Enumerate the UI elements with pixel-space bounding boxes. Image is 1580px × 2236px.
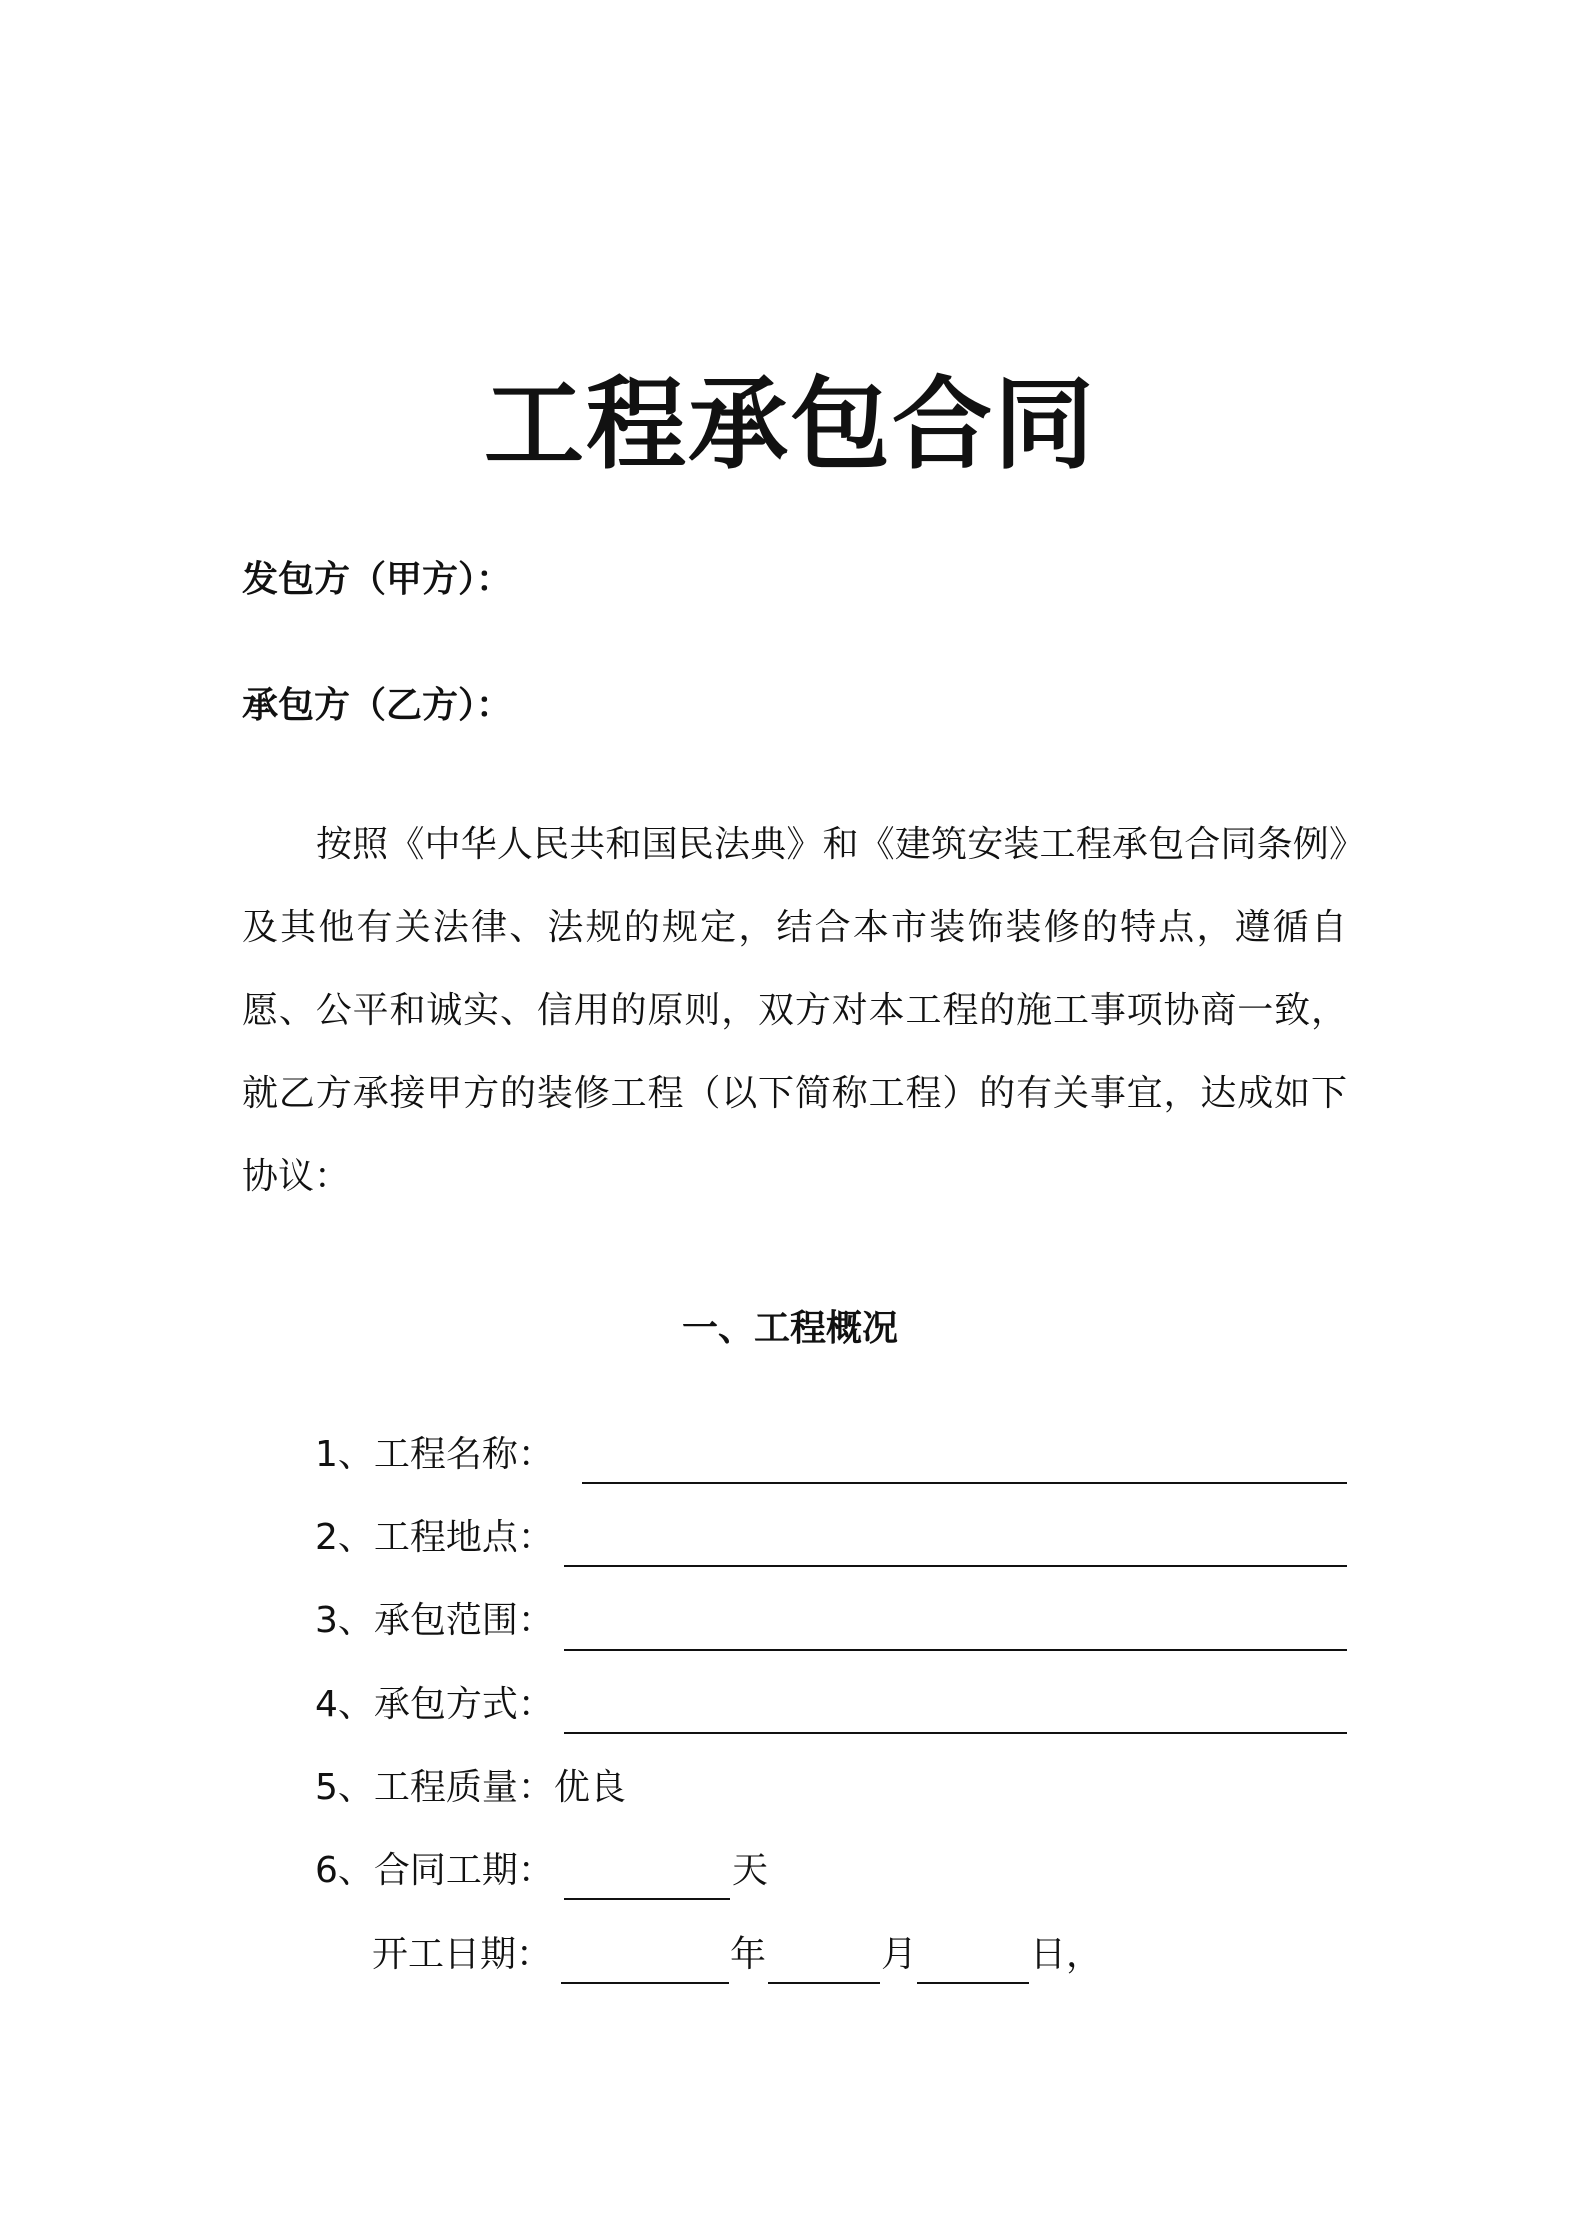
start-day-blank[interactable] [917,1982,1029,1984]
month-unit: 月 [881,1934,918,1975]
party-a-label: 发包方（甲方）： [242,559,513,600]
start-date-row [372,1931,552,1979]
item-label: 5、工程质量： [315,1767,554,1808]
item-project-name [315,1431,554,1479]
item-label: 4、承包方式： [315,1684,554,1725]
item-label: 3、承包范围： [315,1600,554,1641]
contract-duration-blank[interactable] [564,1898,730,1900]
day-unit: 日， [1030,1934,1103,1975]
duration-unit: 天 [732,1850,769,1891]
item-contract-scope [315,1597,554,1645]
item-label: 1、工程名称： [315,1434,554,1475]
item-contract-method [315,1681,554,1729]
item-contract-duration [315,1847,554,1895]
start-year-blank[interactable] [561,1982,729,1984]
section-heading-overview: 一、工程概况 [681,1308,898,1349]
year-unit: 年 [730,1934,767,1975]
item-label: 2、工程地点： [315,1517,554,1558]
start-date-label: 开工日期： [372,1934,553,1975]
document-title: 工程承包合同 [484,366,1096,483]
contract-scope-blank[interactable] [564,1649,1347,1651]
intro-paragraph: 按照《中华人民共和国民法典》和《建筑安装工程承包合同条例》及其他有关法律、法规的规定，结合本市装饰装修的特点，遵循自愿、公平和诚实、信用的原则，双方对本工程的施工事项协商一致，就乙方承接甲方的装修工程（以下简称工程）的有关事宜，达成如下协议： [242,824,1347,1197]
contract-method-blank[interactable] [564,1732,1347,1734]
item-project-location [315,1514,554,1562]
item-project-quality [315,1764,626,1812]
project-name-blank[interactable] [582,1482,1347,1484]
project-quality-value: 优良 [553,1767,626,1808]
party-b-label: 承包方（乙方）： [242,685,513,726]
item-label: 6、合同工期： [315,1850,554,1891]
start-month-blank[interactable] [768,1982,880,1984]
project-location-blank[interactable] [564,1565,1347,1567]
